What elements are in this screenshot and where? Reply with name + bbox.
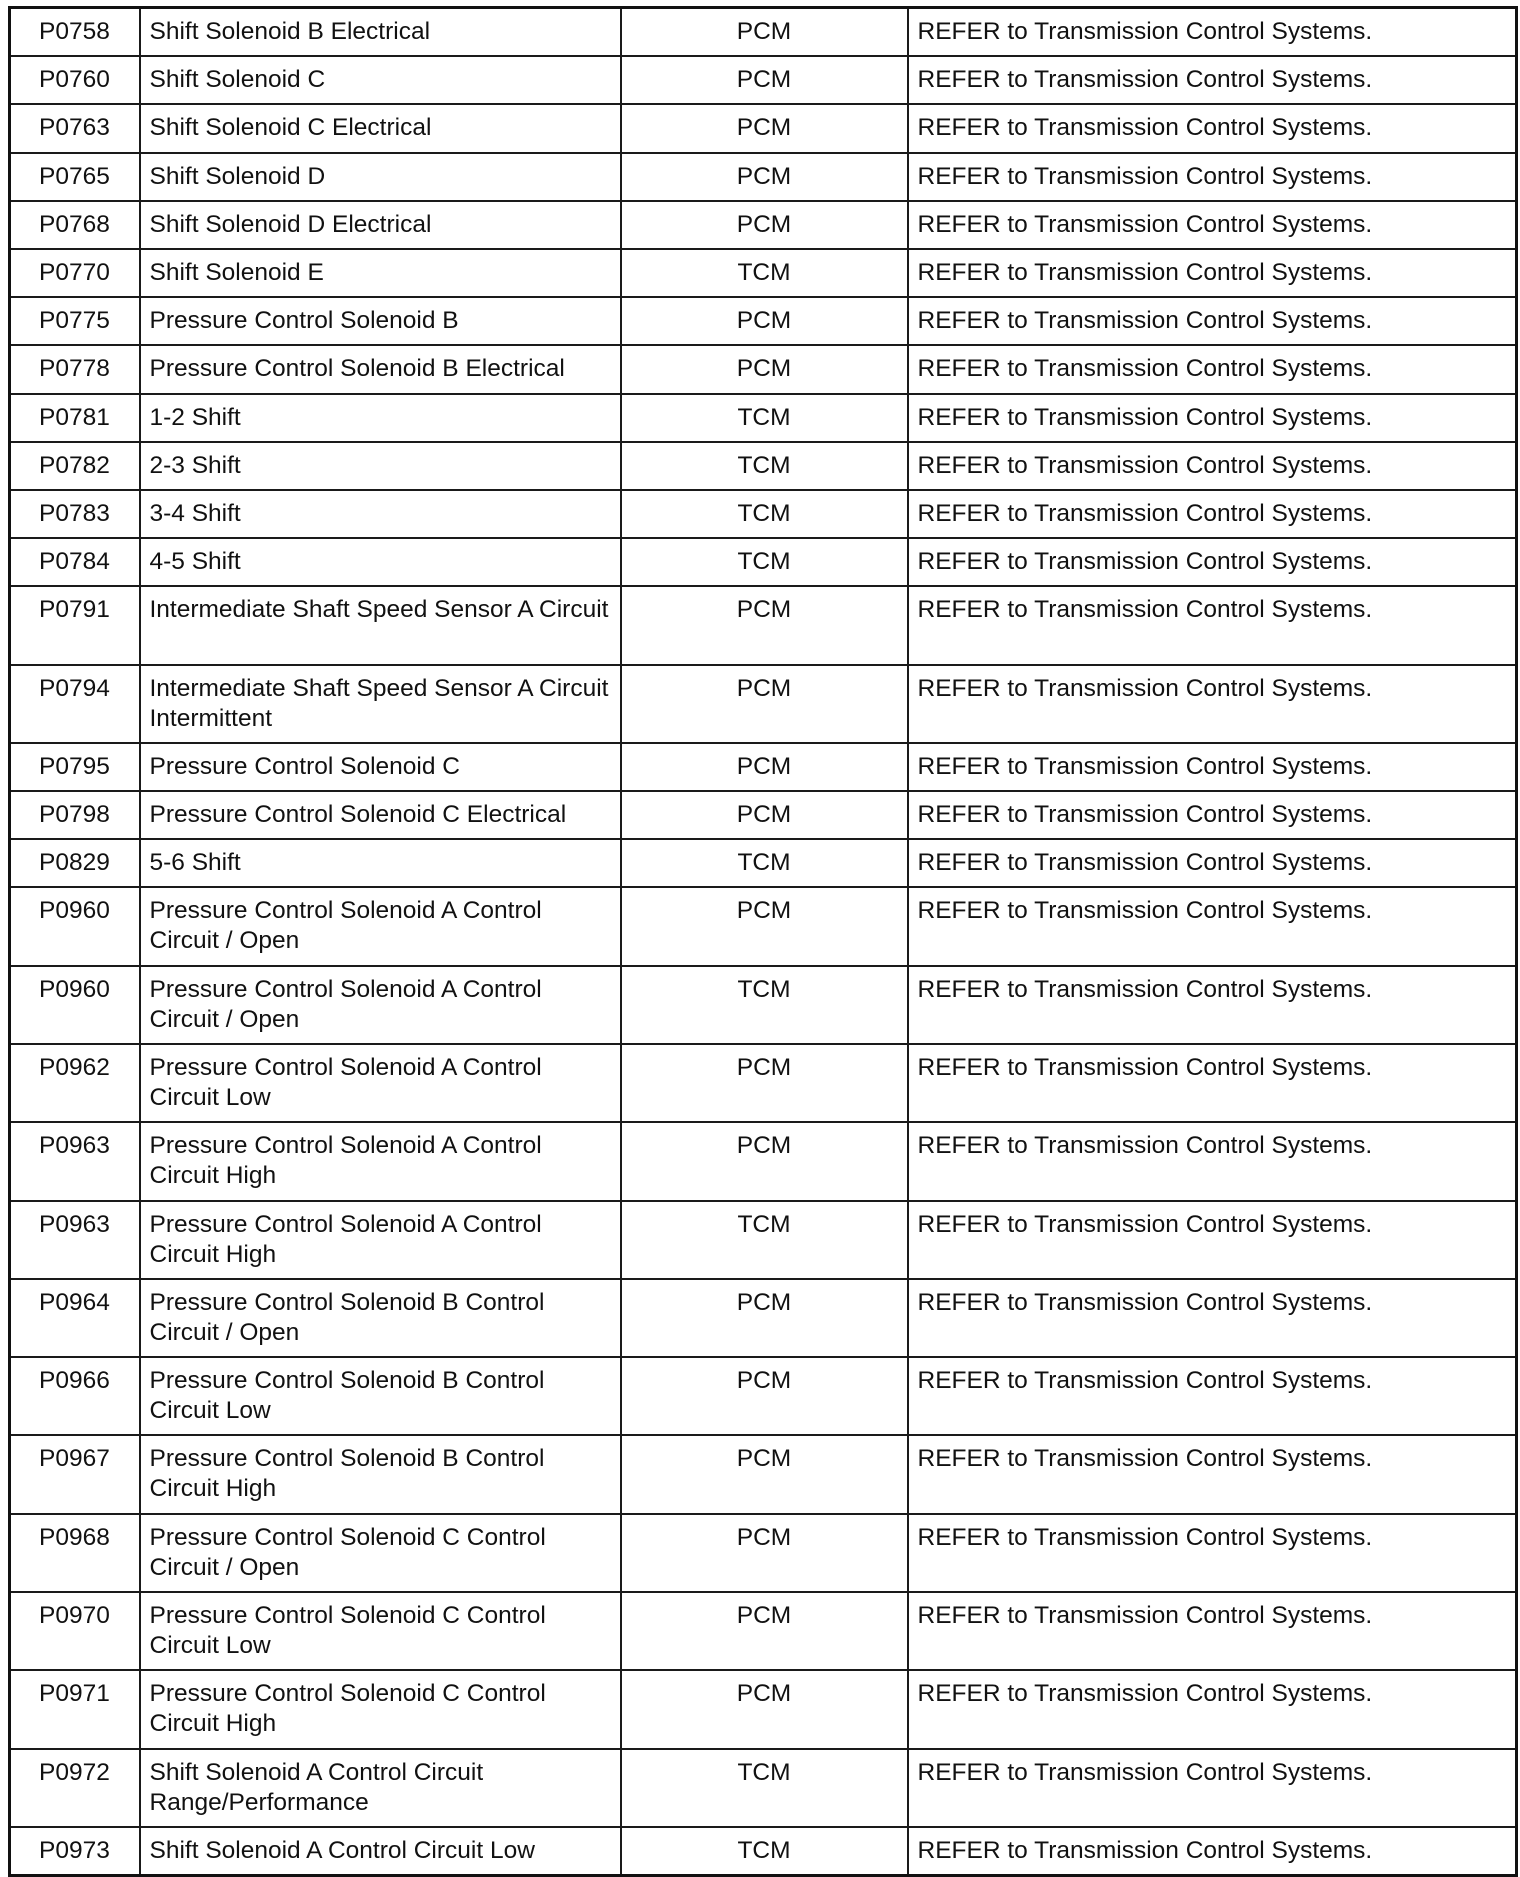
dtc-action-cell: REFER to Transmission Control Systems. xyxy=(908,586,1517,664)
dtc-code-cell: P0973 xyxy=(10,1827,140,1876)
dtc-module-cell: TCM xyxy=(621,394,908,442)
table-row xyxy=(10,665,1517,743)
dtc-code-cell: P0765 xyxy=(10,153,140,201)
dtc-code-cell: P0967 xyxy=(10,1435,140,1513)
dtc-module-cell: PCM xyxy=(621,153,908,201)
table-row xyxy=(10,345,1517,393)
dtc-code-cell: P0778 xyxy=(10,345,140,393)
dtc-description-cell: Pressure Control Solenoid A Control Circuit / Open xyxy=(140,887,621,965)
table-row xyxy=(10,1279,1517,1357)
dtc-module-cell: PCM xyxy=(621,586,908,664)
table-row xyxy=(10,1122,1517,1200)
dtc-module-cell: TCM xyxy=(621,966,908,1044)
table-row xyxy=(10,1514,1517,1592)
table-row xyxy=(10,104,1517,152)
dtc-description-cell: Shift Solenoid D Electrical xyxy=(140,201,621,249)
dtc-code-cell: P0963 xyxy=(10,1122,140,1200)
table-row xyxy=(10,966,1517,1044)
dtc-action-cell: REFER to Transmission Control Systems. xyxy=(908,56,1517,104)
dtc-action-cell: REFER to Transmission Control Systems. xyxy=(908,104,1517,152)
dtc-module-cell: PCM xyxy=(621,201,908,249)
dtc-code-cell: P0775 xyxy=(10,297,140,345)
dtc-description-cell: Shift Solenoid C Electrical xyxy=(140,104,621,152)
dtc-code-cell: P0971 xyxy=(10,1670,140,1748)
dtc-action-cell: REFER to Transmission Control Systems. xyxy=(908,8,1517,57)
dtc-action-cell: REFER to Transmission Control Systems. xyxy=(908,297,1517,345)
dtc-description-cell: Pressure Control Solenoid B Electrical xyxy=(140,345,621,393)
dtc-action-cell: REFER to Transmission Control Systems. xyxy=(908,201,1517,249)
dtc-module-cell: PCM xyxy=(621,1357,908,1435)
table-row xyxy=(10,538,1517,586)
dtc-action-cell: REFER to Transmission Control Systems. xyxy=(908,966,1517,1044)
dtc-description-cell: Shift Solenoid D xyxy=(140,153,621,201)
dtc-action-cell: REFER to Transmission Control Systems. xyxy=(908,1827,1517,1876)
table-row xyxy=(10,490,1517,538)
dtc-code-cell: P0794 xyxy=(10,665,140,743)
table-row xyxy=(10,1592,1517,1670)
dtc-description-cell: Pressure Control Solenoid B Control Circuit / Open xyxy=(140,1279,621,1357)
dtc-action-cell: REFER to Transmission Control Systems. xyxy=(908,345,1517,393)
dtc-action-cell: REFER to Transmission Control Systems. xyxy=(908,153,1517,201)
dtc-action-cell: REFER to Transmission Control Systems. xyxy=(908,538,1517,586)
dtc-description-cell: 3-4 Shift xyxy=(140,490,621,538)
dtc-action-cell: REFER to Transmission Control Systems. xyxy=(908,791,1517,839)
dtc-module-cell: PCM xyxy=(621,56,908,104)
dtc-description-cell: Shift Solenoid B Electrical xyxy=(140,8,621,57)
dtc-action-cell: REFER to Transmission Control Systems. xyxy=(908,887,1517,965)
dtc-description-cell: Shift Solenoid C xyxy=(140,56,621,104)
dtc-description-cell: Shift Solenoid A Control Circuit Low xyxy=(140,1827,621,1876)
dtc-module-cell: PCM xyxy=(621,1670,908,1748)
table-row xyxy=(10,394,1517,442)
dtc-description-cell: Pressure Control Solenoid B xyxy=(140,297,621,345)
dtc-action-cell: REFER to Transmission Control Systems. xyxy=(908,743,1517,791)
table-row xyxy=(10,743,1517,791)
dtc-module-cell: TCM xyxy=(621,538,908,586)
table-row xyxy=(10,1827,1517,1876)
dtc-action-cell: REFER to Transmission Control Systems. xyxy=(908,1201,1517,1279)
table-row xyxy=(10,1201,1517,1279)
dtc-description-cell: Pressure Control Solenoid B Control Circuit Low xyxy=(140,1357,621,1435)
dtc-description-cell: Pressure Control Solenoid C xyxy=(140,743,621,791)
dtc-module-cell: PCM xyxy=(621,8,908,57)
dtc-description-cell: 5-6 Shift xyxy=(140,839,621,887)
dtc-code-cell: P0966 xyxy=(10,1357,140,1435)
dtc-code-cell: P0798 xyxy=(10,791,140,839)
dtc-module-cell: TCM xyxy=(621,490,908,538)
dtc-description-cell: Pressure Control Solenoid A Control Circuit / Open xyxy=(140,966,621,1044)
dtc-module-cell: PCM xyxy=(621,1279,908,1357)
dtc-action-cell: REFER to Transmission Control Systems. xyxy=(908,665,1517,743)
dtc-action-cell: REFER to Transmission Control Systems. xyxy=(908,1592,1517,1670)
dtc-description-cell: Pressure Control Solenoid C Control Circuit Low xyxy=(140,1592,621,1670)
dtc-action-cell: REFER to Transmission Control Systems. xyxy=(908,442,1517,490)
dtc-code-cell: P0829 xyxy=(10,839,140,887)
table-row xyxy=(10,153,1517,201)
dtc-action-cell: REFER to Transmission Control Systems. xyxy=(908,1357,1517,1435)
dtc-code-cell: P0783 xyxy=(10,490,140,538)
dtc-module-cell: PCM xyxy=(621,665,908,743)
dtc-code-cell: P0963 xyxy=(10,1201,140,1279)
table-row xyxy=(10,839,1517,887)
dtc-description-cell: 4-5 Shift xyxy=(140,538,621,586)
dtc-action-cell: REFER to Transmission Control Systems. xyxy=(908,1435,1517,1513)
dtc-code-cell: P0770 xyxy=(10,249,140,297)
table-row xyxy=(10,1670,1517,1748)
dtc-description-cell: Pressure Control Solenoid C Electrical xyxy=(140,791,621,839)
dtc-description-cell: Intermediate Shaft Speed Sensor A Circuit xyxy=(140,586,621,664)
dtc-module-cell: PCM xyxy=(621,1122,908,1200)
table-row xyxy=(10,56,1517,104)
table-row xyxy=(10,1044,1517,1122)
dtc-action-cell: REFER to Transmission Control Systems. xyxy=(908,839,1517,887)
table-row xyxy=(10,1357,1517,1435)
dtc-action-cell: REFER to Transmission Control Systems. xyxy=(908,1122,1517,1200)
dtc-action-cell: REFER to Transmission Control Systems. xyxy=(908,490,1517,538)
dtc-table xyxy=(8,6,1518,1877)
dtc-description-cell: Shift Solenoid A Control Circuit Range/Performance xyxy=(140,1749,621,1827)
dtc-code-cell: P0784 xyxy=(10,538,140,586)
dtc-description-cell: 2-3 Shift xyxy=(140,442,621,490)
dtc-module-cell: PCM xyxy=(621,1592,908,1670)
table-row xyxy=(10,8,1517,57)
dtc-description-cell: Intermediate Shaft Speed Sensor A Circuit Intermittent xyxy=(140,665,621,743)
dtc-action-cell: REFER to Transmission Control Systems. xyxy=(908,1044,1517,1122)
dtc-description-cell: Pressure Control Solenoid A Control Circuit Low xyxy=(140,1044,621,1122)
dtc-table-body xyxy=(10,8,1517,1876)
dtc-description-cell: Pressure Control Solenoid C Control Circuit High xyxy=(140,1670,621,1748)
dtc-code-cell: P0962 xyxy=(10,1044,140,1122)
dtc-code-cell: P0758 xyxy=(10,8,140,57)
dtc-description-cell: 1-2 Shift xyxy=(140,394,621,442)
table-row xyxy=(10,297,1517,345)
dtc-module-cell: TCM xyxy=(621,1827,908,1876)
dtc-code-cell: P0795 xyxy=(10,743,140,791)
dtc-code-cell: P0964 xyxy=(10,1279,140,1357)
dtc-action-cell: REFER to Transmission Control Systems. xyxy=(908,1514,1517,1592)
dtc-module-cell: PCM xyxy=(621,1044,908,1122)
table-row xyxy=(10,791,1517,839)
table-row xyxy=(10,887,1517,965)
dtc-module-cell: TCM xyxy=(621,1201,908,1279)
table-row xyxy=(10,586,1517,664)
dtc-description-cell: Pressure Control Solenoid B Control Circuit High xyxy=(140,1435,621,1513)
table-row xyxy=(10,249,1517,297)
dtc-action-cell: REFER to Transmission Control Systems. xyxy=(908,1749,1517,1827)
dtc-code-cell: P0960 xyxy=(10,966,140,1044)
dtc-code-cell: P0972 xyxy=(10,1749,140,1827)
dtc-code-cell: P0968 xyxy=(10,1514,140,1592)
dtc-code-cell: P0791 xyxy=(10,586,140,664)
dtc-module-cell: PCM xyxy=(621,297,908,345)
dtc-description-cell: Pressure Control Solenoid C Control Circuit / Open xyxy=(140,1514,621,1592)
dtc-module-cell: TCM xyxy=(621,839,908,887)
dtc-module-cell: PCM xyxy=(621,887,908,965)
dtc-description-cell: Pressure Control Solenoid A Control Circuit High xyxy=(140,1122,621,1200)
table-row xyxy=(10,1435,1517,1513)
dtc-table-container xyxy=(8,6,1515,1877)
dtc-module-cell: PCM xyxy=(621,791,908,839)
dtc-code-cell: P0960 xyxy=(10,887,140,965)
dtc-description-cell: Pressure Control Solenoid A Control Circuit High xyxy=(140,1201,621,1279)
table-row xyxy=(10,442,1517,490)
dtc-module-cell: TCM xyxy=(621,1749,908,1827)
dtc-code-cell: P0782 xyxy=(10,442,140,490)
dtc-module-cell: PCM xyxy=(621,104,908,152)
dtc-module-cell: TCM xyxy=(621,249,908,297)
dtc-code-cell: P0781 xyxy=(10,394,140,442)
dtc-code-cell: P0760 xyxy=(10,56,140,104)
dtc-code-cell: P0970 xyxy=(10,1592,140,1670)
dtc-module-cell: PCM xyxy=(621,1435,908,1513)
dtc-module-cell: TCM xyxy=(621,442,908,490)
table-row xyxy=(10,201,1517,249)
dtc-module-cell: PCM xyxy=(621,345,908,393)
dtc-action-cell: REFER to Transmission Control Systems. xyxy=(908,249,1517,297)
dtc-action-cell: REFER to Transmission Control Systems. xyxy=(908,1279,1517,1357)
dtc-action-cell: REFER to Transmission Control Systems. xyxy=(908,1670,1517,1748)
table-row xyxy=(10,1749,1517,1827)
dtc-code-cell: P0763 xyxy=(10,104,140,152)
dtc-code-cell: P0768 xyxy=(10,201,140,249)
dtc-module-cell: PCM xyxy=(621,1514,908,1592)
dtc-action-cell: REFER to Transmission Control Systems. xyxy=(908,394,1517,442)
dtc-description-cell: Shift Solenoid E xyxy=(140,249,621,297)
dtc-module-cell: PCM xyxy=(621,743,908,791)
